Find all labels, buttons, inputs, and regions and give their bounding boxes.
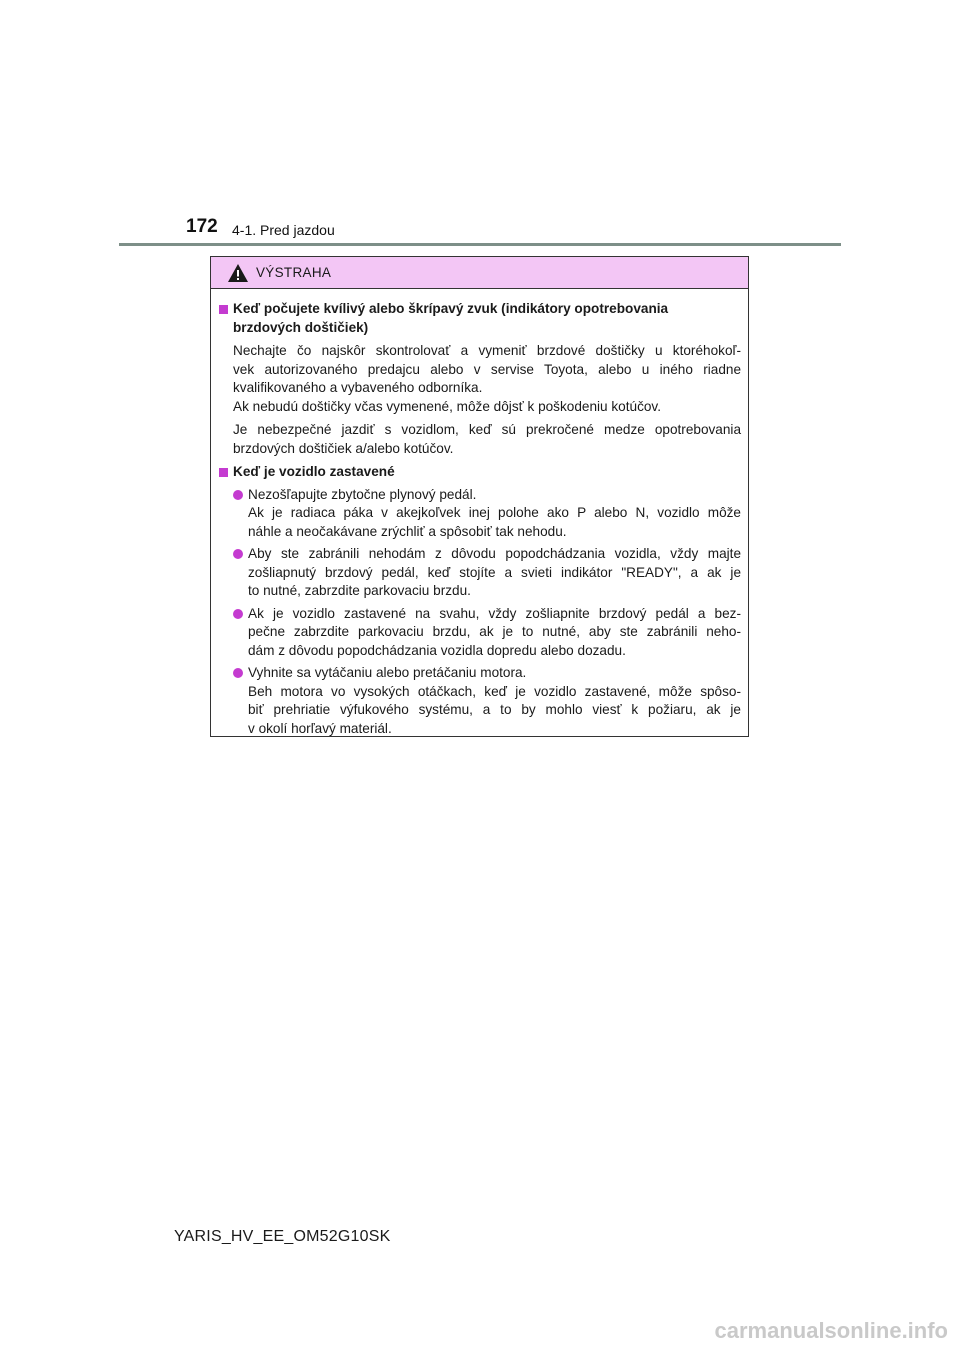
list-item: Nezošľapujte zbytočne plynový pedál. Ak je radiaca páka v akejkoľvek inej polohe ako P alebo N, vozidlo môže náhle a neočakávane zrýchliť a spôsobiť tak nehodu.	[233, 486, 741, 542]
block-brake-pads-heading	[218, 300, 741, 337]
heading-line: Keď je vozidlo zastavené	[233, 464, 395, 479]
block-vehicle-stopped-heading	[218, 463, 741, 482]
square-bullet-icon	[219, 468, 228, 477]
brake-pads-paragraph-2: Je nebezpečné jazdiť s vozidlom, keď sú prekročené medze opotrebovania brzdových doštičiek a/alebo kotúčov.	[233, 422, 741, 456]
list-item: Vyhnite sa vytáčaniu alebo pretáčaniu motora. Beh motora vo vysokých otáčkach, keď je vozidlo zastavené, môže spôso- biť prehriatie výfukového systému, a to by mohlo viesť k požiaru, ak je v okolí horľavý materiál.	[233, 664, 741, 738]
warning-body	[211, 289, 748, 738]
square-bullet-icon	[219, 305, 228, 314]
circle-bullet-icon	[233, 490, 243, 500]
circle-bullet-icon	[233, 668, 243, 678]
warning-box	[210, 256, 749, 737]
heading-line: brzdových doštičiek)	[233, 319, 369, 335]
header-divider	[119, 243, 841, 246]
warning-title: VÝSTRAHA	[256, 265, 332, 280]
heading-line: Keď počujete kvílivý alebo škrípavý zvuk (indikátory opotrebovania	[233, 301, 669, 316]
list-item: Aby ste zabránili nehodám z dôvodu popodchádzania vozidla, vždy majte zošliapnutý brzdový pedál, keď stojíte a svieti indikátor "READY", a ak je to nutné, zabrzdite parkovaciu brzdu.	[233, 545, 741, 601]
brake-pads-paragraph-1: Nechajte čo najskôr skontrolovať a vymeniť brzdové doštičky u ktoréhokoľ- vek autorizovaného predajcu alebo v servise Toyota, alebo u iného riadne kvalifikovaného a vybaveného odborníka. Ak nebudú doštičky včas vymenené, môže dôjsť k poškodeniu kotúčov.	[233, 343, 741, 414]
document-code: YARIS_HV_EE_OM52G10SK	[174, 1228, 391, 1245]
list-item: Ak je vozidlo zastavené na svahu, vždy zošliapnite brzdový pedál a bez- pečne zabrzdite parkovaciu brzdu, ak je to nutné, aby ste zabránili neho- dám z dôvodu popodchádzania vozidla dopredu alebo dozadu.	[233, 605, 741, 661]
section-title: 4-1. Pred jazdou	[232, 222, 335, 238]
page-number: 172	[186, 216, 218, 237]
warning-header	[211, 257, 748, 289]
warning-triangle-icon	[227, 263, 249, 283]
watermark: carmanualsonline.info	[714, 1318, 948, 1343]
circle-bullet-icon	[233, 549, 243, 559]
circle-bullet-icon	[233, 609, 243, 619]
